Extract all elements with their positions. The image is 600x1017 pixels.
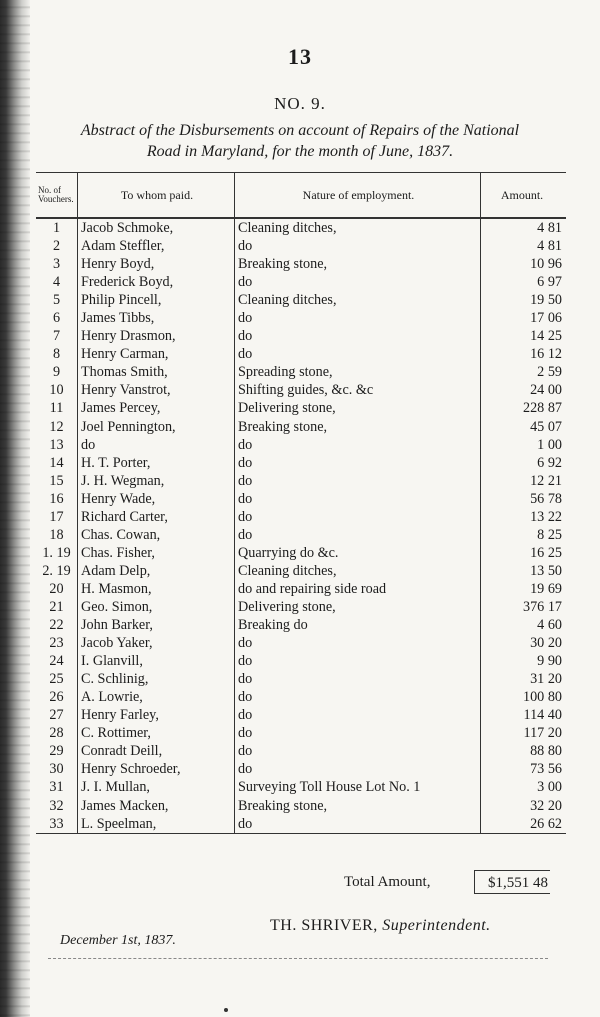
cell-voucher-no: 21	[36, 598, 78, 616]
cell-payee: Henry Schroeder,	[78, 760, 235, 778]
header-amount: Amount.	[481, 173, 567, 219]
cell-voucher-no: 24	[36, 652, 78, 670]
cell-employment: do	[235, 634, 481, 652]
cell-employment: Spreading stone,	[235, 363, 481, 381]
cell-payee: James Macken,	[78, 797, 235, 815]
header-to-whom-paid: To whom paid.	[78, 173, 235, 219]
cell-employment: do	[235, 742, 481, 760]
cell-amount: 4 81	[537, 220, 562, 237]
cell-employment: do	[235, 273, 481, 291]
cell-amount: 17 06	[530, 310, 562, 327]
table-row	[36, 399, 566, 417]
cell-voucher-no: 32	[36, 797, 78, 815]
cell-amount: 13 22	[530, 508, 562, 525]
cell-employment: Surveying Toll House Lot No. 1	[235, 778, 481, 796]
total-amount: $1,551 48	[474, 870, 550, 894]
document-title	[34, 120, 566, 162]
cell-employment: Breaking stone,	[235, 255, 481, 273]
cell-voucher-no: 9	[36, 363, 78, 381]
cell-amount: 19 50	[530, 292, 562, 309]
cell-voucher-no: 2	[36, 237, 78, 255]
cell-amount: 30 20	[530, 635, 562, 652]
signature-name: TH. SHRIVER,	[270, 917, 378, 934]
cell-voucher-no: 4	[36, 273, 78, 291]
cell-employment: do	[235, 688, 481, 706]
cell-employment: do	[235, 309, 481, 327]
cell-payee: Chas. Fisher,	[78, 544, 235, 562]
cell-voucher-no: 26	[36, 688, 78, 706]
cell-payee: Adam Steffler,	[78, 237, 235, 255]
cell-employment: Shifting guides, &c. &c	[235, 381, 481, 399]
table-row	[36, 381, 566, 399]
cell-payee: Henry Wade,	[78, 490, 235, 508]
table-row	[36, 218, 566, 237]
cell-employment: do	[235, 237, 481, 255]
cell-payee: Thomas Smith,	[78, 363, 235, 381]
title-line-2: Road in Maryland, for the month of June, 1837.	[146, 143, 454, 160]
cell-voucher-no: 15	[36, 472, 78, 490]
cell-payee: Henry Carman,	[78, 345, 235, 363]
signature-role: Superintendent.	[382, 917, 491, 934]
cell-amount: 32 20	[530, 797, 562, 814]
table-row	[36, 363, 566, 381]
cell-employment: Breaking stone,	[235, 418, 481, 436]
cell-employment: Cleaning ditches,	[235, 218, 481, 237]
cell-amount: 117 20	[523, 725, 562, 742]
cell-amount: 13 50	[530, 562, 562, 579]
page-number: 13	[288, 44, 312, 69]
cell-employment: do	[235, 472, 481, 490]
cell-payee: Henry Farley,	[78, 706, 235, 724]
cell-amount: 88 80	[530, 743, 562, 760]
cell-employment: Cleaning ditches,	[235, 562, 481, 580]
cell-employment: do and repairing side road	[235, 580, 481, 598]
table-row	[36, 706, 566, 724]
table-row	[36, 273, 566, 291]
cell-employment: do	[235, 760, 481, 778]
cell-voucher-no: 14	[36, 454, 78, 472]
cell-payee: I. Glanvill,	[78, 652, 235, 670]
cell-payee: C. Schlinig,	[78, 670, 235, 688]
cell-payee: Henry Boyd,	[78, 255, 235, 273]
cell-employment: Cleaning ditches,	[235, 291, 481, 309]
cell-employment: do	[235, 345, 481, 363]
table-row	[36, 454, 566, 472]
table-row	[36, 616, 566, 634]
cell-amount: 2 59	[537, 364, 562, 381]
table-row	[36, 797, 566, 815]
document-number: NO. 9.	[274, 94, 326, 113]
cell-amount: 6 92	[537, 454, 562, 471]
table-row	[36, 327, 566, 345]
cell-payee: C. Rottimer,	[78, 724, 235, 742]
cell-amount: 73 56	[530, 761, 562, 778]
table-row	[36, 490, 566, 508]
cell-voucher-no: 29	[36, 742, 78, 760]
cell-employment: Breaking do	[235, 616, 481, 634]
cell-voucher-no: 2. 19	[36, 562, 78, 580]
table-row	[36, 724, 566, 742]
table-row	[36, 652, 566, 670]
cell-amount: 8 25	[537, 526, 562, 543]
cell-voucher-no: 8	[36, 345, 78, 363]
table-row	[36, 345, 566, 363]
cell-payee: L. Speelman,	[78, 815, 235, 834]
cell-payee: H. Masmon,	[78, 580, 235, 598]
cell-employment: do	[235, 652, 481, 670]
table-row	[36, 688, 566, 706]
table-row	[36, 526, 566, 544]
table-row	[36, 508, 566, 526]
cell-amount: 16 25	[530, 544, 562, 561]
cell-employment: do	[235, 508, 481, 526]
cell-payee: Richard Carter,	[78, 508, 235, 526]
cell-payee: James Percey,	[78, 399, 235, 417]
title-line-1: Abstract of the Disbursements on account of Repairs of the National	[80, 122, 520, 139]
cell-voucher-no: 31	[36, 778, 78, 796]
cell-voucher-no: 20	[36, 580, 78, 598]
table-header-row	[36, 173, 566, 219]
table-row	[36, 436, 566, 454]
cell-voucher-no: 28	[36, 724, 78, 742]
table-row	[36, 472, 566, 490]
cell-voucher-no: 27	[36, 706, 78, 724]
cell-amount: 4 60	[537, 617, 562, 634]
cell-voucher-no: 1. 19	[36, 544, 78, 562]
cell-payee: Jacob Yaker,	[78, 634, 235, 652]
cell-amount: 114 40	[523, 707, 562, 724]
cell-amount: 228 87	[522, 400, 562, 417]
ink-dot	[224, 1008, 228, 1012]
cell-amount: 3 00	[537, 779, 562, 796]
table-row	[36, 598, 566, 616]
cell-payee: Chas. Cowan,	[78, 526, 235, 544]
cell-payee: Geo. Simon,	[78, 598, 235, 616]
bottom-rule	[48, 958, 548, 959]
document-date: December 1st, 1837.	[60, 933, 176, 948]
cell-payee: John Barker,	[78, 616, 235, 634]
binding-stitching	[0, 0, 30, 1017]
cell-payee: Adam Delp,	[78, 562, 235, 580]
cell-employment: do	[235, 436, 481, 454]
cell-payee: Jacob Schmoke,	[78, 218, 235, 237]
cell-payee: H. T. Porter,	[78, 454, 235, 472]
table-row	[36, 778, 566, 796]
header-voucher-no: No. of Vouchers.	[36, 173, 78, 219]
table-row	[36, 634, 566, 652]
cell-voucher-no: 33	[36, 815, 78, 834]
cell-payee: do	[78, 436, 235, 454]
cell-employment: Quarrying do &c.	[235, 544, 481, 562]
table-row	[36, 255, 566, 273]
cell-amount: 1 00	[537, 436, 562, 453]
table-row	[36, 544, 566, 562]
cell-amount: 10 96	[530, 256, 562, 273]
cell-payee: James Tibbs,	[78, 309, 235, 327]
cell-payee: Henry Vanstrot,	[78, 381, 235, 399]
cell-employment: do	[235, 327, 481, 345]
cell-employment: Breaking stone,	[235, 797, 481, 815]
cell-amount: 6 97	[537, 274, 562, 291]
table-row	[36, 562, 566, 580]
table-row	[36, 670, 566, 688]
cell-employment: do	[235, 454, 481, 472]
cell-voucher-no: 3	[36, 255, 78, 273]
cell-employment: do	[235, 526, 481, 544]
cell-employment: do	[235, 706, 481, 724]
cell-amount: 19 69	[530, 580, 562, 597]
cell-voucher-no: 22	[36, 616, 78, 634]
signature	[270, 917, 491, 935]
total-label: Total Amount,	[344, 874, 431, 890]
table-row	[36, 815, 566, 834]
table-row	[36, 580, 566, 598]
table-row	[36, 742, 566, 760]
cell-amount: 376 17	[522, 599, 562, 615]
cell-payee: Henry Drasmon,	[78, 327, 235, 345]
cell-payee: Frederick Boyd,	[78, 273, 235, 291]
cell-employment: do	[235, 815, 481, 834]
cell-payee: Joel Pennington,	[78, 418, 235, 436]
cell-payee: J. H. Wegman,	[78, 472, 235, 490]
cell-amount: 14 25	[530, 328, 562, 345]
table-row	[36, 291, 566, 309]
cell-voucher-no: 25	[36, 670, 78, 688]
disbursements-table	[36, 172, 566, 834]
cell-amount: 9 90	[537, 653, 562, 670]
cell-amount: 100 80	[522, 689, 562, 706]
cell-amount: 56 78	[530, 490, 562, 507]
cell-voucher-no: 11	[36, 399, 78, 417]
cell-payee: Philip Pincell,	[78, 291, 235, 309]
cell-employment: do	[235, 490, 481, 508]
cell-amount: 45 07	[530, 418, 562, 435]
cell-payee: Conradt Deill,	[78, 742, 235, 760]
cell-employment: Delivering stone,	[235, 598, 481, 616]
cell-voucher-no: 30	[36, 760, 78, 778]
cell-payee: J. I. Mullan,	[78, 778, 235, 796]
table-body	[36, 218, 566, 833]
cell-voucher-no: 10	[36, 381, 78, 399]
cell-voucher-no: 5	[36, 291, 78, 309]
cell-voucher-no: 6	[36, 309, 78, 327]
cell-voucher-no: 16	[36, 490, 78, 508]
table-row	[36, 237, 566, 255]
cell-employment: do	[235, 670, 481, 688]
cell-amount: 16 12	[530, 346, 562, 363]
cell-voucher-no: 23	[36, 634, 78, 652]
cell-voucher-no: 7	[36, 327, 78, 345]
cell-voucher-no: 17	[36, 508, 78, 526]
cell-employment: Delivering stone,	[235, 399, 481, 417]
table-row	[36, 309, 566, 327]
cell-amount: 26 62	[481, 815, 567, 834]
cell-voucher-no: 18	[36, 526, 78, 544]
cell-voucher-no: 12	[36, 418, 78, 436]
cell-amount: 31 20	[530, 671, 562, 688]
cell-amount: 4 81	[537, 238, 562, 255]
table-row	[36, 760, 566, 778]
cell-employment: do	[235, 724, 481, 742]
header-nature-of-employment: Nature of employment.	[235, 173, 481, 219]
table-row	[36, 418, 566, 436]
cell-amount: 24 00	[530, 382, 562, 399]
cell-amount: 12 21	[530, 472, 562, 489]
cell-voucher-no: 1	[36, 218, 78, 237]
cell-payee: A. Lowrie,	[78, 688, 235, 706]
cell-voucher-no: 13	[36, 436, 78, 454]
